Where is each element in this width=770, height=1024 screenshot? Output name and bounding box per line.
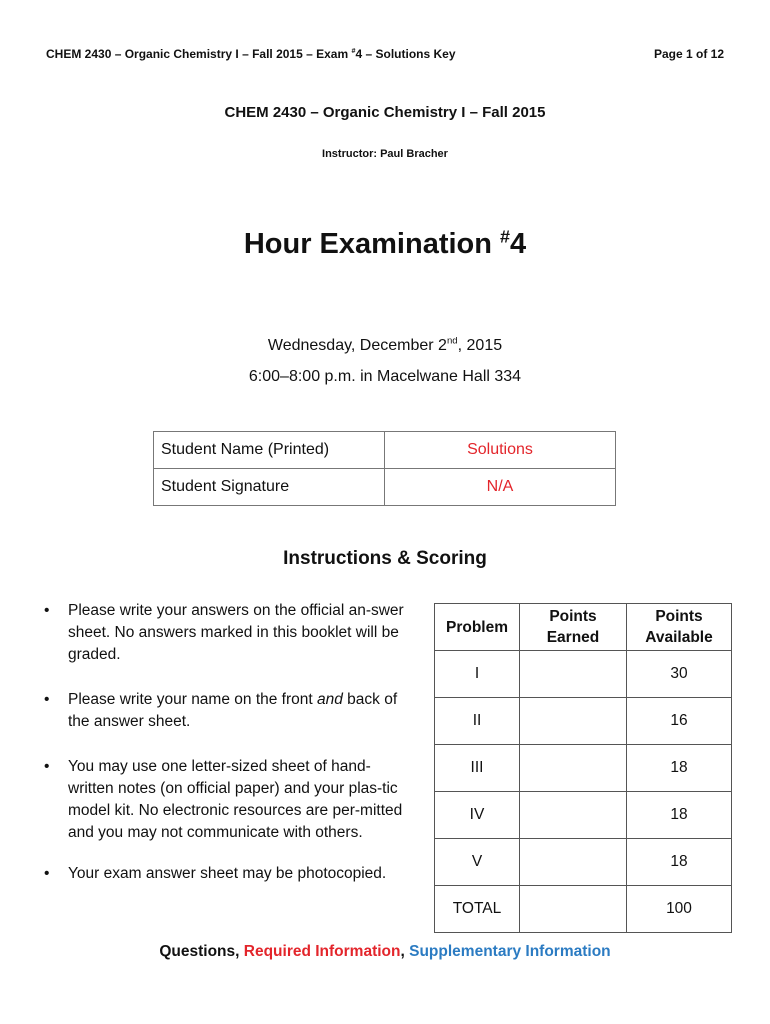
instructor-name: Instructor: Paul Bracher (322, 148, 448, 160)
problem-cell: IV (435, 792, 520, 839)
page-number: Page 1 of 12 (653, 47, 724, 61)
exam-title: Hour Examination #4 (243, 226, 527, 260)
table-row (435, 698, 732, 745)
available-cell: 18 (627, 839, 732, 886)
section-title: Instructions & Scoring (283, 548, 487, 569)
column-header-earned: Points Earned (520, 604, 627, 651)
problem-cell: TOTAL (435, 886, 520, 933)
student-name-value: Solutions (385, 432, 616, 469)
column-header-available: Points Available (627, 604, 732, 651)
earned-cell (520, 886, 627, 933)
available-cell: 30 (627, 651, 732, 698)
list-item: • Please write your answers on the official an-swer sheet. No answers marked in this booklet will be graded. (44, 602, 404, 663)
bullet-icon: • (44, 865, 50, 882)
instructions-list (44, 600, 410, 908)
legend-supplementary-info: Supplementary Information (409, 943, 611, 960)
exam-date: Wednesday, December 2nd, 2015 (267, 335, 503, 354)
problem-cell: V (435, 839, 520, 886)
exam-location: 6:00–8:00 p.m. in Macelwane Hall 334 (248, 368, 522, 385)
legend-questions: Questions (159, 943, 236, 960)
bullet-icon: • (44, 602, 50, 619)
earned-cell (520, 651, 627, 698)
color-legend: Questions, Required Information, Supplementary Information (159, 943, 611, 960)
table-row-total (435, 886, 732, 933)
problem-cell: II (435, 698, 520, 745)
earned-cell (520, 792, 627, 839)
bullet-icon: • (44, 691, 50, 708)
student-signature-label: Student Signature (154, 469, 385, 506)
list-item: • Please write your name on the front and back of the answer sheet. (44, 691, 398, 730)
problem-cell: I (435, 651, 520, 698)
list-item: • Your exam answer sheet may be photocopied. (44, 863, 410, 885)
bullet-icon: • (44, 758, 50, 775)
table-row (154, 469, 616, 506)
list-item: • You may use one letter-sized sheet of hand-written notes (on official paper) and your plas-tic model kit. No electronic resources are per-mitted and you may not communicate with others. (44, 758, 403, 841)
available-cell: 100 (627, 886, 732, 933)
table-row (435, 745, 732, 792)
legend-required-info: Required Information (243, 943, 401, 960)
table-header-row (435, 604, 732, 651)
scoring-table (434, 603, 732, 933)
student-signature-value: N/A (385, 469, 616, 506)
table-row (435, 792, 732, 839)
earned-cell (520, 745, 627, 792)
available-cell: 18 (627, 745, 732, 792)
student-name-label: Student Name (Printed) (154, 432, 385, 469)
course-title: CHEM 2430 – Organic Chemistry I – Fall 2015 (224, 104, 546, 121)
earned-cell (520, 698, 627, 745)
table-row (435, 839, 732, 886)
available-cell: 16 (627, 698, 732, 745)
table-row (154, 432, 616, 469)
earned-cell (520, 839, 627, 886)
problem-cell: III (435, 745, 520, 792)
table-row (435, 651, 732, 698)
student-info-table (153, 431, 616, 506)
available-cell: 18 (627, 792, 732, 839)
column-header-problem: Problem (435, 604, 520, 651)
page-header-title: CHEM 2430 – Organic Chemistry I – Fall 2015 – Exam #4 – Solutions Key (46, 46, 456, 61)
